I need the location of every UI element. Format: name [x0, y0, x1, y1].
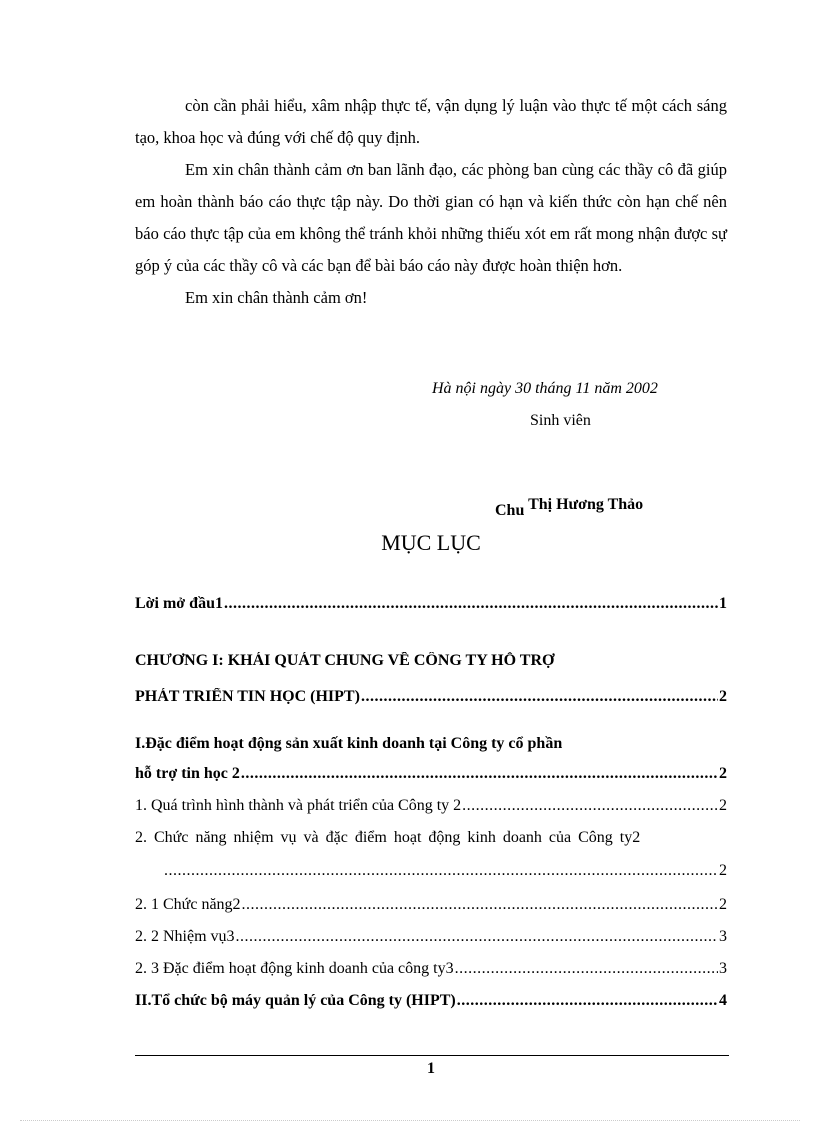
page-number: 1 — [427, 1060, 435, 1077]
toc-entry[interactable]: 2. Chức năng nhiệm vụ và đặc điểm hoạt động kinh doanh của Công ty2 — [135, 829, 641, 846]
signature-role: Sinh viên — [530, 412, 591, 429]
signature-date: Hà nội ngày 30 tháng 11 năm 2002 — [432, 380, 658, 397]
toc-entry[interactable]: CHƯƠNG I: KHÁI QUÁT CHUNG VỀ CÔNG TY HỖ TRỢ — [135, 652, 555, 669]
toc-entry[interactable]: 2. 3 Đặc điểm hoạt động kinh doanh của công ty3 ..... 3 — [135, 960, 727, 978]
footer-rule — [135, 1055, 729, 1056]
toc-entry[interactable]: Lời mở đầu1 ..... 1 — [135, 595, 727, 613]
page-edge-divider — [20, 1120, 800, 1121]
paragraph-1: còn cần phải hiểu, xâm nhập thực tế, vận dụng lý luận vào thực tế một cách sáng tạo, khoa học và đúng với chế độ quy định. — [135, 96, 727, 147]
toc-entry[interactable]: PHÁT TRIỂN TIN HỌC (HIPT) ..... 2 — [135, 688, 727, 706]
paragraph-2: Em xin chân thành cảm ơn ban lãnh đạo, các phòng ban cùng các thầy cô đã giúp em hoàn thành báo cáo thực tập này. Do thời gian có hạn và kiến thức còn hạn chế nên báo cáo thực tập của em không thể tránh khỏi những thiếu xót em rất mong nhận được sự góp ý của các thầy cô và các bạn để bài báo cáo này được hoàn thiện hơn. — [135, 160, 727, 275]
toc-entry[interactable]: I.Đặc điểm hoạt động sản xuất kinh doanh tại Công ty cổ phần — [135, 735, 563, 752]
toc-title: MỤC LỤC — [381, 530, 481, 555]
paragraph-3: Em xin chân thành cảm ơn! — [185, 288, 368, 307]
toc-entry[interactable]: 2. 1 Chức năng2 ..... 2 — [135, 896, 727, 914]
name-first: Chu — [495, 502, 525, 519]
toc-entry[interactable]: hỗ trợ tin học 2 ..... 2 — [135, 765, 727, 783]
name-rest: Thị Hương Thảo — [528, 496, 644, 513]
toc-entry[interactable]: 1. Quá trình hình thành và phát triển của Công ty 2 ..... 2 — [135, 797, 727, 815]
toc-entry[interactable]: ..... 2 — [163, 862, 727, 880]
toc-entry[interactable]: II.Tổ chức bộ máy quản lý của Công ty (HIPT) ..... 4 — [135, 992, 727, 1010]
signature-name — [495, 496, 644, 519]
toc-entry[interactable]: 2. 2 Nhiệm vụ3 ..... 3 — [135, 928, 727, 946]
body-paragraphs — [135, 90, 727, 314]
